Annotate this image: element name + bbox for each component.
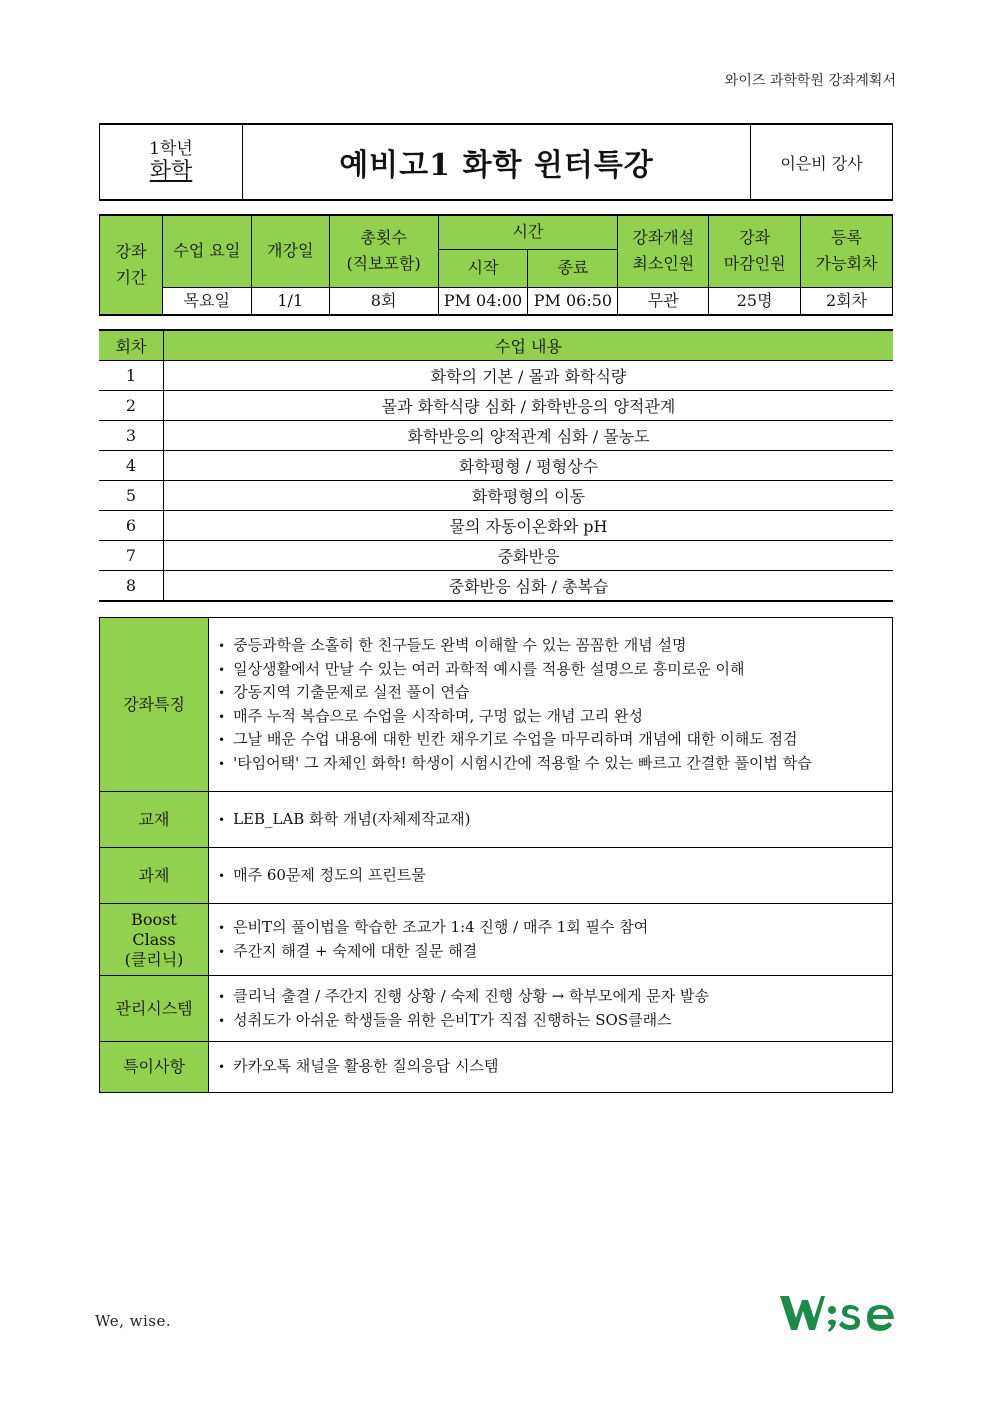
course-title: 예비고1 화학 윈터특강	[243, 124, 751, 200]
start-date-value: 1/1	[251, 287, 329, 315]
time-end-value: PM 06:50	[528, 287, 618, 315]
table-row	[99, 511, 893, 541]
sessions-header: 총횟수 (직보포함)	[329, 215, 438, 287]
session-no: 8	[99, 571, 164, 602]
table-row	[99, 571, 893, 602]
session-no: 1	[99, 361, 164, 391]
boost-class-label: Boost Class (클리닉)	[100, 904, 209, 976]
list-item: • 일상생활에서 만날 수 있는 여러 과학적 예시를 적용한 설명으로 흥미로운 이해	[218, 658, 892, 682]
subject-label: 화학	[149, 159, 193, 184]
textbook-content	[209, 792, 893, 848]
textbook-label: 교재	[100, 792, 209, 848]
schedule-no-header: 회차	[99, 330, 164, 361]
time-start-header: 시작	[438, 249, 528, 287]
session-content: 중화반응 심화 / 총복습	[164, 571, 894, 602]
session-no: 3	[99, 421, 164, 451]
table-row	[99, 451, 893, 481]
day-header: 수업 요일	[162, 215, 251, 287]
time-end-header: 종료	[528, 249, 618, 287]
max-people-value: 25명	[709, 287, 801, 315]
session-content: 화학의 기본 / 몰과 화학식량	[164, 361, 894, 391]
period-label: 강좌 기간	[100, 215, 163, 315]
session-no: 7	[99, 541, 164, 571]
time-start-value: PM 04:00	[438, 287, 528, 315]
title-table	[99, 123, 893, 201]
session-content: 화학평형의 이동	[164, 481, 894, 511]
table-row	[99, 421, 893, 451]
list-item: • 카카오톡 채널을 활용한 질의응답 시스템	[218, 1055, 892, 1079]
session-no: 2	[99, 391, 164, 421]
features-label: 강좌특징	[100, 618, 209, 792]
time-header: 시간	[438, 215, 618, 249]
min-people-header: 강좌개설 최소인원	[618, 215, 709, 287]
boost-class-content	[209, 904, 893, 976]
management-label: 관리시스템	[100, 976, 209, 1042]
grade-label: 1학년	[149, 139, 193, 159]
session-no: 5	[99, 481, 164, 511]
course-info-table	[99, 214, 893, 316]
list-item: • 매주 누적 복습으로 수업을 시작하며, 구멍 없는 개념 고리 완성	[218, 705, 892, 729]
session-content: 화학평형 / 평형상수	[164, 451, 894, 481]
features-content	[209, 618, 893, 792]
enroll-sessions-header: 등록 가능회차	[801, 215, 893, 287]
footer-slogan: We, wise.	[95, 1312, 172, 1330]
sessions-value: 8회	[329, 287, 438, 315]
list-item: • 강동지역 기출문제로 실전 풀이 연습	[218, 681, 892, 705]
min-people-value: 무관	[618, 287, 709, 315]
schedule-content-header: 수업 내용	[164, 330, 894, 361]
list-item: • 클리닉 출결 / 주간지 진행 상황 / 숙제 진행 상황 → 학부모에게 문자 발송	[218, 985, 892, 1009]
schedule-table	[99, 329, 893, 602]
grade-subject-cell	[100, 124, 243, 200]
table-row	[99, 361, 893, 391]
list-item: • 매주 60문제 정도의 프린트물	[218, 864, 892, 888]
instructor-name: 이은비 강사	[751, 124, 893, 200]
enroll-sessions-value: 2회차	[801, 287, 893, 315]
table-row	[99, 541, 893, 571]
session-no: 6	[99, 511, 164, 541]
day-value: 목요일	[162, 287, 251, 315]
list-item: • 중등과학을 소홀히 한 친구들도 완벽 이해할 수 있는 꼼꼼한 개념 설명	[218, 634, 892, 658]
notes-content	[209, 1042, 893, 1093]
max-people-header: 강좌 마감인원	[709, 215, 801, 287]
session-content: 몰과 화학식량 심화 / 화학반응의 양적관계	[164, 391, 894, 421]
wise-logo	[779, 1290, 896, 1334]
homework-label: 과제	[100, 848, 209, 904]
list-item: • '타임어택' 그 자체인 화학! 학생이 시험시간에 적용할 수 있는 빠르고 간결한 풀이법 학습	[218, 752, 892, 776]
session-no: 4	[99, 451, 164, 481]
list-item: • 은비T의 풀이법을 학습한 조교가 1:4 진행 / 매주 1회 필수 참여	[218, 916, 892, 940]
list-item: • LEB_LAB 화학 개념(자체제작교재)	[218, 808, 892, 832]
notes-label: 특이사항	[100, 1042, 209, 1093]
table-row	[99, 481, 893, 511]
list-item: • 그날 배운 수업 내용에 대한 빈칸 채우기로 수업을 마무리하며 개념에 대한 이해도 점검	[218, 728, 892, 752]
list-item: • 주간지 해결 + 숙제에 대한 질문 해결	[218, 940, 892, 964]
management-content	[209, 976, 893, 1042]
document-header-note: 와이즈 과학학원 강좌계획서	[724, 73, 896, 89]
homework-content	[209, 848, 893, 904]
list-item: • 성취도가 아쉬운 학생들을 위한 은비T가 직접 진행하는 SOS클래스	[218, 1009, 892, 1033]
start-date-header: 개강일	[251, 215, 329, 287]
session-content: 중화반응	[164, 541, 894, 571]
session-content: 화학반응의 양적관계 심화 / 몰농도	[164, 421, 894, 451]
table-row	[99, 391, 893, 421]
session-content: 물의 자동이온화와 pH	[164, 511, 894, 541]
features-table	[99, 617, 893, 1093]
